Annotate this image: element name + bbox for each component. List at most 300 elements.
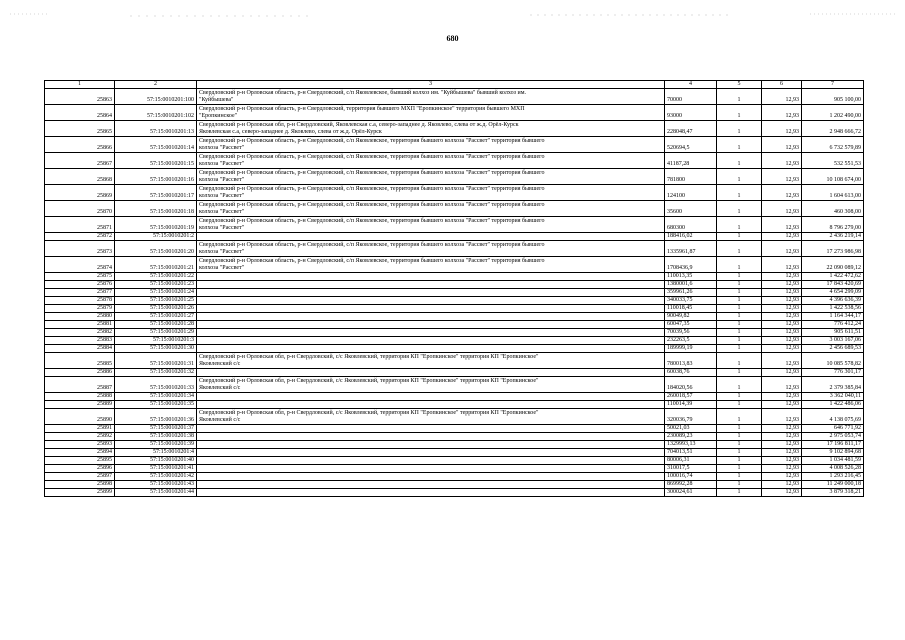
row-number-cell: 25889 [45, 401, 115, 409]
rate-cell: 12,93 [762, 321, 802, 329]
rate-cell: 12,93 [762, 345, 802, 353]
table-row [45, 433, 864, 441]
row-number-cell: 25884 [45, 345, 115, 353]
coefficient-cell: 1 [717, 121, 762, 137]
address-cell [197, 105, 665, 121]
rate-cell: 12,93 [762, 401, 802, 409]
header-cell-col-5: 5 [717, 81, 762, 89]
table-row [45, 185, 864, 201]
cadastral-value-cell: 905 611,51 [802, 329, 864, 337]
address-line: Свердловский р-н Орловская область, р-н Свердловский, с/п Яковлевское, территория бывшего колхоза "Рассвет" территория бывшего [199, 258, 545, 265]
rate-cell: 12,93 [762, 353, 802, 369]
address-cell [197, 137, 665, 153]
rate-cell: 12,93 [762, 169, 802, 185]
coefficient-cell: 1 [717, 153, 762, 169]
table-row [45, 137, 864, 153]
cadastral-value-cell: 10 085 578,82 [802, 353, 864, 369]
cadastral-number-cell: 57:15:0010201:23 [115, 281, 197, 289]
address-cell [197, 465, 665, 473]
cadastral-number-cell: 57:15:0010201:32 [115, 369, 197, 377]
cadastral-number-cell: 57:15:0010201:20 [115, 241, 197, 257]
cadastral-value-cell: 1 422 538,56 [802, 305, 864, 313]
cadastral-value-cell: 1 604 613,00 [802, 185, 864, 201]
coefficient-cell: 1 [717, 169, 762, 185]
address-line: колхоза "Рассвет" [199, 265, 245, 272]
cadastral-value-cell: 3 003 167,06 [802, 337, 864, 345]
address-cell [197, 185, 665, 201]
area-cell: 80006,31 [665, 457, 717, 465]
row-number-cell: 25888 [45, 393, 115, 401]
cadastral-number-cell: 57:15:0010201:18 [115, 201, 197, 217]
rate-cell: 12,93 [762, 481, 802, 489]
area-cell: 110014,39 [665, 401, 717, 409]
cadastral-value-cell: 17 843 420,69 [802, 281, 864, 289]
address-cell [197, 409, 665, 425]
rate-cell: 12,93 [762, 137, 802, 153]
address-cell [197, 377, 665, 393]
row-number-cell: 25877 [45, 289, 115, 297]
coefficient-cell: 1 [717, 273, 762, 281]
table-body [45, 89, 864, 497]
area-cell: 228048,47 [665, 121, 717, 137]
row-number-cell: 25892 [45, 433, 115, 441]
rate-cell: 12,93 [762, 409, 802, 425]
header-cell-col-4: 4 [665, 81, 717, 89]
land-plot-register-table [44, 80, 864, 497]
area-cell: 110018,45 [665, 305, 717, 313]
cadastral-value-cell: 532 551,53 [802, 153, 864, 169]
coefficient-cell: 1 [717, 329, 762, 337]
cadastral-number-cell: 57:15:0010201:15 [115, 153, 197, 169]
area-cell: 780013,83 [665, 353, 717, 369]
address-cell [197, 273, 665, 281]
row-number-cell: 25879 [45, 305, 115, 313]
address-cell [197, 345, 665, 353]
address-cell [197, 441, 665, 449]
address-line: колхоза "Рассвет" [199, 193, 245, 200]
row-number-cell: 25887 [45, 377, 115, 393]
table-row [45, 489, 864, 497]
table-row [45, 169, 864, 185]
coefficient-cell: 1 [717, 257, 762, 273]
scan-artifact-strip [10, 10, 895, 20]
cadastral-value-cell: 2 948 666,72 [802, 121, 864, 137]
row-number-cell: 25883 [45, 337, 115, 345]
rate-cell: 12,93 [762, 241, 802, 257]
address-cell [197, 337, 665, 345]
area-cell: 1335961,87 [665, 241, 717, 257]
row-number-cell: 25893 [45, 441, 115, 449]
cadastral-value-cell: 8 796 279,00 [802, 217, 864, 233]
cadastral-value-cell: 4 138 075,69 [802, 409, 864, 425]
area-cell: 100016,74 [665, 473, 717, 481]
area-cell: 188416,02 [665, 233, 717, 241]
row-number-cell: 25895 [45, 457, 115, 465]
area-cell: 41187,28 [665, 153, 717, 169]
table-row [45, 105, 864, 121]
cadastral-number-cell: 57:15:0010201:2 [115, 233, 197, 241]
rate-cell: 12,93 [762, 273, 802, 281]
rate-cell: 12,93 [762, 369, 802, 377]
row-number-cell: 25880 [45, 313, 115, 321]
coefficient-cell: 1 [717, 353, 762, 369]
cadastral-value-cell: 1 034 481,59 [802, 457, 864, 465]
address-cell [197, 153, 665, 169]
coefficient-cell: 1 [717, 401, 762, 409]
table-row [45, 449, 864, 457]
table-row [45, 425, 864, 433]
coefficient-cell: 1 [717, 321, 762, 329]
cadastral-value-cell: 3 362 040,11 [802, 393, 864, 401]
table-row [45, 217, 864, 233]
address-line: Свердловский р-н Орловская обл, р-н Свердловский, с/с Яковлевский, территория КП "Еропкинское" территория КП "Еропкинское" [199, 410, 539, 417]
cadastral-value-cell: 11 249 000,18 [802, 481, 864, 489]
rate-cell: 12,93 [762, 449, 802, 457]
rate-cell: 12,93 [762, 425, 802, 433]
cadastral-number-cell: 57:15:0010201:21 [115, 257, 197, 273]
table-row [45, 409, 864, 425]
rate-cell: 12,93 [762, 201, 802, 217]
rate-cell: 12,93 [762, 233, 802, 241]
address-cell [197, 257, 665, 273]
table-row [45, 153, 864, 169]
cadastral-number-cell: 57:15:0010201:40 [115, 457, 197, 465]
address-line: Яковлевский с/с [199, 385, 241, 392]
cadastral-value-cell: 4 008 526,28 [802, 465, 864, 473]
coefficient-cell: 1 [717, 393, 762, 401]
cadastral-number-cell: 57:15:0010201:27 [115, 313, 197, 321]
cadastral-value-cell: 776 301,17 [802, 369, 864, 377]
row-number-cell: 25886 [45, 369, 115, 377]
coefficient-cell: 1 [717, 241, 762, 257]
address-cell [197, 457, 665, 465]
row-number-cell: 25890 [45, 409, 115, 425]
cadastral-value-cell: 10 108 674,00 [802, 169, 864, 185]
rate-cell: 12,93 [762, 393, 802, 401]
cadastral-number-cell: 57:15:0010201:30 [115, 345, 197, 353]
table-row [45, 201, 864, 217]
row-number-cell: 25869 [45, 185, 115, 201]
coefficient-cell: 1 [717, 457, 762, 465]
header-cell-col-6: 6 [762, 81, 802, 89]
address-cell [197, 201, 665, 217]
area-cell: 781800 [665, 169, 717, 185]
address-line: Свердловский р-н Орловская область, р-н Свердловский, с/п Яковлевское, территория бывшего колхоза "Рассвет" территория бывшего [199, 170, 545, 177]
address-cell [197, 433, 665, 441]
cadastral-value-cell: 1 293 216,45 [802, 473, 864, 481]
area-cell: 704013,51 [665, 449, 717, 457]
cadastral-value-cell: 4 654 299,09 [802, 289, 864, 297]
address-cell [197, 353, 665, 369]
cadastral-number-cell: 57:15:0010201:17 [115, 185, 197, 201]
row-number-cell: 25898 [45, 481, 115, 489]
address-cell [197, 305, 665, 313]
cadastral-number-cell: 57:15:0010201:31 [115, 353, 197, 369]
address-cell [197, 449, 665, 457]
address-line: Яковлевский с/с [199, 417, 241, 424]
rate-cell: 12,93 [762, 153, 802, 169]
row-number-cell: 25885 [45, 353, 115, 369]
cadastral-number-cell: 57:15:0010201:19 [115, 217, 197, 233]
address-cell [197, 217, 665, 233]
row-number-cell: 25873 [45, 241, 115, 257]
coefficient-cell: 1 [717, 473, 762, 481]
table-row [45, 345, 864, 353]
row-number-cell: 25872 [45, 233, 115, 241]
coefficient-cell: 1 [717, 89, 762, 105]
area-cell: 124100 [665, 185, 717, 201]
area-cell: 1329993,13 [665, 441, 717, 449]
area-cell: 359961,26 [665, 289, 717, 297]
rate-cell: 12,93 [762, 465, 802, 473]
area-cell: 90049,82 [665, 313, 717, 321]
cadastral-number-cell: 57:15:0010201:4 [115, 449, 197, 457]
address-cell [197, 329, 665, 337]
rate-cell: 12,93 [762, 457, 802, 465]
area-cell: 35600 [665, 201, 717, 217]
coefficient-cell: 1 [717, 433, 762, 441]
coefficient-cell: 1 [717, 409, 762, 425]
address-cell [197, 473, 665, 481]
area-cell: 110013,35 [665, 273, 717, 281]
coefficient-cell: 1 [717, 441, 762, 449]
cadastral-value-cell: 2 436 219,14 [802, 233, 864, 241]
rate-cell: 12,93 [762, 305, 802, 313]
cadastral-value-cell: 776 412,24 [802, 321, 864, 329]
cadastral-value-cell: 1 202 490,00 [802, 105, 864, 121]
table-row [45, 321, 864, 329]
cadastral-value-cell: 905 100,00 [802, 89, 864, 105]
coefficient-cell: 1 [717, 233, 762, 241]
row-number-cell: 25881 [45, 321, 115, 329]
cadastral-number-cell: 57:15:0010201:28 [115, 321, 197, 329]
address-line: Яковлевская с.а, северо-западнее д. Яковлево, слева от ж.д. Орёл-Курск [199, 129, 382, 136]
address-line: Свердловский р-н Орловская обл, р-н Свердловский, Яковлевская с.а, северо-западнее д. Яковлево, слева от ж.д. Орёл-Курск [199, 122, 519, 129]
coefficient-cell: 1 [717, 217, 762, 233]
cadastral-value-cell: 22 090 089,12 [802, 257, 864, 273]
rate-cell: 12,93 [762, 89, 802, 105]
coefficient-cell: 1 [717, 137, 762, 153]
address-line: Свердловский р-н Орловская область, р-н Свердловский, с/п Яковлевское, территория бывшего колхоза "Рассвет" территория бывшего [199, 138, 545, 145]
address-cell [197, 281, 665, 289]
row-number-cell: 25876 [45, 281, 115, 289]
address-line: колхоза "Рассвет" [199, 249, 245, 256]
address-line: "Еропкинское" [199, 113, 238, 120]
cadastral-number-cell: 57:15:0010201:36 [115, 409, 197, 425]
rate-cell: 12,93 [762, 473, 802, 481]
table-row [45, 441, 864, 449]
area-cell: 1380001,6 [665, 281, 717, 289]
cadastral-number-cell: 57:15:0010201:33 [115, 377, 197, 393]
coefficient-cell: 1 [717, 297, 762, 305]
row-number-cell: 25878 [45, 297, 115, 305]
address-cell [197, 489, 665, 497]
rate-cell: 12,93 [762, 289, 802, 297]
address-line: Свердловский р-н Орловская область, р-н Свердловский, с/п Яковлевское, территория бывшего колхоза "Рассвет" территория бывшего [199, 242, 545, 249]
address-line: колхоза "Рассвет" [199, 177, 245, 184]
cadastral-number-cell: 57:15:0010201:41 [115, 465, 197, 473]
area-cell: 260018,57 [665, 393, 717, 401]
cadastral-number-cell: 57:15:0010201:38 [115, 433, 197, 441]
table-row [45, 289, 864, 297]
cadastral-number-cell: 57:15:0010201:25 [115, 297, 197, 305]
cadastral-number-cell: 57:15:0010201:14 [115, 137, 197, 153]
address-cell [197, 321, 665, 329]
address-line: колхоза "Рассвет" [199, 209, 245, 216]
header-cell-col-7: 7 [802, 81, 864, 89]
address-cell [197, 241, 665, 257]
table-row [45, 377, 864, 393]
row-number-cell: 25894 [45, 449, 115, 457]
address-cell [197, 233, 665, 241]
cadastral-value-cell: 17 196 811,17 [802, 441, 864, 449]
cadastral-value-cell: 6 732 579,89 [802, 137, 864, 153]
area-cell: 230089,23 [665, 433, 717, 441]
rate-cell: 12,93 [762, 313, 802, 321]
coefficient-cell: 1 [717, 345, 762, 353]
coefficient-cell: 1 [717, 425, 762, 433]
cadastral-number-cell: 57:15:0010201:26 [115, 305, 197, 313]
cadastral-value-cell: 3 879 318,21 [802, 489, 864, 497]
table-row [45, 297, 864, 305]
row-number-cell: 25871 [45, 217, 115, 233]
cadastral-value-cell: 1 422 486,06 [802, 401, 864, 409]
row-number-cell: 25896 [45, 465, 115, 473]
table-row [45, 393, 864, 401]
cadastral-number-cell: 57:15:0010201:35 [115, 401, 197, 409]
cadastral-number-cell: 57:15:0010201:22 [115, 273, 197, 281]
row-number-cell: 25870 [45, 201, 115, 217]
address-line: колхоза "Рассвет" [199, 161, 245, 168]
address-cell [197, 401, 665, 409]
coefficient-cell: 1 [717, 465, 762, 473]
area-cell: 189999,19 [665, 345, 717, 353]
coefficient-cell: 1 [717, 449, 762, 457]
cadastral-value-cell: 4 396 636,39 [802, 297, 864, 305]
cadastral-number-cell: 57:15:0010201:39 [115, 441, 197, 449]
address-cell [197, 393, 665, 401]
address-line: Свердловский р-н Орловская обл, р-н Свердловский, с/с Яковлевский, территория КП "Еропкинское" территория КП "Еропкинское" [199, 354, 539, 361]
row-number-cell: 25874 [45, 257, 115, 273]
cadastral-value-cell: 1 422 472,62 [802, 273, 864, 281]
address-cell [197, 89, 665, 105]
table-row [45, 305, 864, 313]
area-cell: 320036,79 [665, 409, 717, 425]
address-line: Свердловский р-н Орловская обл, р-н Свердловский, с/с Яковлевский, территория КП "Еропкинское" территория КП "Еропкинское" [199, 378, 539, 385]
coefficient-cell: 1 [717, 185, 762, 201]
address-line: Свердловский р-н Орловская область, р-н Свердловский, с/п Яковлевское, территория бывшего колхоза "Рассвет" территория бывшего [199, 218, 545, 225]
row-number-cell: 25864 [45, 105, 115, 121]
rate-cell: 12,93 [762, 105, 802, 121]
row-number-cell: 25875 [45, 273, 115, 281]
row-number-cell: 25866 [45, 137, 115, 153]
coefficient-cell: 1 [717, 289, 762, 297]
cadastral-number-cell: 57:15:0010201:44 [115, 489, 197, 497]
table-row [45, 233, 864, 241]
rate-cell: 12,93 [762, 377, 802, 393]
row-number-cell: 25863 [45, 89, 115, 105]
address-cell [197, 481, 665, 489]
cadastral-number-cell: 57:15:0010201:42 [115, 473, 197, 481]
area-cell: 50021,03 [665, 425, 717, 433]
cadastral-number-cell: 57:15:0010201:100 [115, 89, 197, 105]
coefficient-cell: 1 [717, 281, 762, 289]
cadastral-value-cell: 9 102 894,68 [802, 449, 864, 457]
coefficient-cell: 1 [717, 337, 762, 345]
cadastral-value-cell: 646 771,92 [802, 425, 864, 433]
header-cell-col-1: 1 [45, 81, 115, 89]
area-cell: 93000 [665, 105, 717, 121]
table-row [45, 457, 864, 465]
row-number-cell: 25882 [45, 329, 115, 337]
rate-cell: 12,93 [762, 433, 802, 441]
address-line: Свердловский р-н Орловская область, р-н Свердловский, с/п Яковлевское, бывший колхоз им. "Куйбышева" бывший колхоз им. [199, 90, 526, 97]
row-number-cell: 25899 [45, 489, 115, 497]
table-row [45, 273, 864, 281]
rate-cell: 12,93 [762, 329, 802, 337]
table-row [45, 329, 864, 337]
rate-cell: 12,93 [762, 185, 802, 201]
address-line: Яковлевский с/с [199, 361, 241, 368]
rate-cell: 12,93 [762, 217, 802, 233]
area-cell: 680300 [665, 217, 717, 233]
area-cell: 232263,5 [665, 337, 717, 345]
area-cell: 1708436,9 [665, 257, 717, 273]
coefficient-cell: 1 [717, 369, 762, 377]
address-cell [197, 425, 665, 433]
table-row [45, 465, 864, 473]
address-cell [197, 313, 665, 321]
address-line: "Куйбышева" [199, 97, 234, 104]
coefficient-cell: 1 [717, 105, 762, 121]
area-cell: 310017,5 [665, 465, 717, 473]
table-row [45, 281, 864, 289]
area-cell: 70000 [665, 89, 717, 105]
coefficient-cell: 1 [717, 489, 762, 497]
rate-cell: 12,93 [762, 337, 802, 345]
table-row [45, 313, 864, 321]
cadastral-value-cell: 2 975 053,74 [802, 433, 864, 441]
cadastral-number-cell: 57:15:0010201:24 [115, 289, 197, 297]
address-line: колхоза "Рассвет" [199, 145, 245, 152]
rate-cell: 12,93 [762, 281, 802, 289]
coefficient-cell: 1 [717, 481, 762, 489]
table-row [45, 257, 864, 273]
address-cell [197, 369, 665, 377]
header-row [45, 81, 864, 89]
rate-cell: 12,93 [762, 441, 802, 449]
row-number-cell: 25865 [45, 121, 115, 137]
coefficient-cell: 1 [717, 313, 762, 321]
address-cell [197, 121, 665, 137]
header-cell-col-2: 2 [115, 81, 197, 89]
cadastral-value-cell: 1 164 344,17 [802, 313, 864, 321]
address-cell [197, 297, 665, 305]
cadastral-value-cell: 2 456 689,53 [802, 345, 864, 353]
table-row [45, 473, 864, 481]
address-line: колхоза "Рассвет" [199, 225, 245, 232]
area-cell: 60038,76 [665, 369, 717, 377]
row-number-cell: 25868 [45, 169, 115, 185]
cadastral-number-cell: 57:15:0010201:102 [115, 105, 197, 121]
cadastral-number-cell: 57:15:0010201:16 [115, 169, 197, 185]
area-cell: 184020,56 [665, 377, 717, 393]
row-number-cell: 25867 [45, 153, 115, 169]
address-line: Свердловский р-н Орловская область, р-н Свердловский, территория бывшего МХП "Еропкинское" территория бывшего МХП [199, 106, 525, 113]
table-header [45, 81, 864, 89]
address-line: Свердловский р-н Орловская область, р-н Свердловский, с/п Яковлевское, территория бывшего колхоза "Рассвет" территория бывшего [199, 202, 545, 209]
table-row [45, 369, 864, 377]
